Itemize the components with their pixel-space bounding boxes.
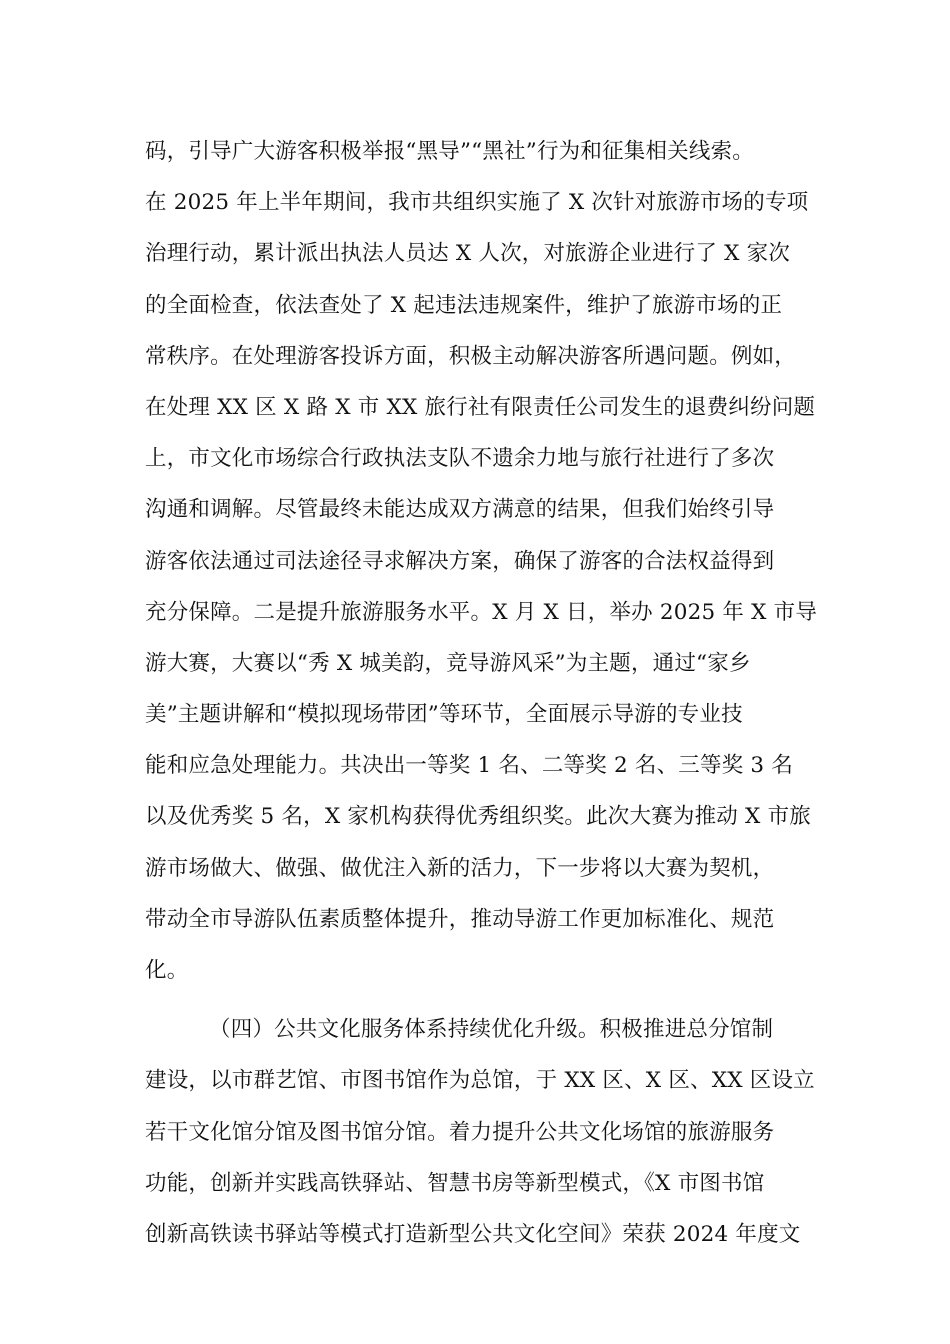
text-line: 常秩序。在处理游客投诉方面，积极主动解决游客所遇问题。例如，: [145, 343, 797, 369]
text-line: 带动全市导游队伍素质整体提升，推动导游工作更加标准化、规范: [145, 906, 775, 932]
text-line: 在处理 XX 区 X 路 X 市 XX 旅行社有限责任公司发生的退费纠纷问题: [145, 394, 816, 420]
text-line: 建设，以市群艺馆、市图书馆作为总馆，于 XX 区、X 区、XX 区设立: [145, 1068, 815, 1094]
text-line: 若干文化馆分馆及图书馆分馆。着力提升公共文化场馆的旅游服务: [145, 1119, 775, 1145]
text-line: 能和应急处理能力。共决出一等奖 1 名、二等奖 2 名、三等奖 3 名: [145, 753, 794, 779]
text-line: 在 2025 年上半年期间，我市共组织实施了 X 次针对旅游市场的专项: [145, 190, 809, 216]
text-line: 上，市文化市场综合行政执法支队不遗余力地与旅行社进行了多次: [145, 446, 775, 472]
section-heading-line: （四）公共文化服务体系持续优化升级。积极推进总分馆制: [209, 1017, 774, 1043]
text-line: 以及优秀奖 5 名，X 家机构获得优秀组织奖。此次大赛为推动 X 市旅: [145, 804, 811, 830]
text-line: 码，引导广大游客积极举报“黑导”“黑社”行为和征集相关线索。: [145, 139, 754, 164]
text-line: 化。: [145, 958, 189, 983]
paragraph-tourism-market: [145, 126, 835, 996]
paragraph-public-culture: [145, 1004, 835, 1260]
text-line: 功能，创新并实践高铁驿站、智慧书房等新型模式，《X 市图书馆: [145, 1170, 765, 1196]
text-line: 美”主题讲解和“模拟现场带团”等环节，全面展示导游的专业技: [145, 702, 743, 728]
text-line: 的全面检查，依法查处了 X 起违法违规案件，维护了旅游市场的正: [145, 292, 783, 318]
document-body: [145, 126, 835, 1260]
text-line: 治理行动，累计派出执法人员达 X 人次，对旅游企业进行了 X 家次: [145, 241, 791, 267]
text-line: 游大赛，大赛以“秀 X 城美韵，竞导游风采”为主题，通过“家乡: [145, 650, 751, 676]
paragraph-gap: [145, 996, 835, 1004]
text-line: 创新高铁读书驿站等模式打造新型公共文化空间》荣获 2024 年度文: [145, 1221, 801, 1247]
text-line: 充分保障。二是提升旅游服务水平。X 月 X 日，举办 2025 年 X 市导: [145, 599, 818, 625]
text-line: 游市场做大、做强、做优注入新的活力，下一步将以大赛为契机，: [145, 855, 775, 881]
text-line: 沟通和调解。尽管最终未能达成双方满意的结果，但我们始终引导: [145, 497, 775, 523]
text-line: 游客依法通过司法途径寻求解决方案，确保了游客的合法权益得到: [145, 548, 775, 574]
